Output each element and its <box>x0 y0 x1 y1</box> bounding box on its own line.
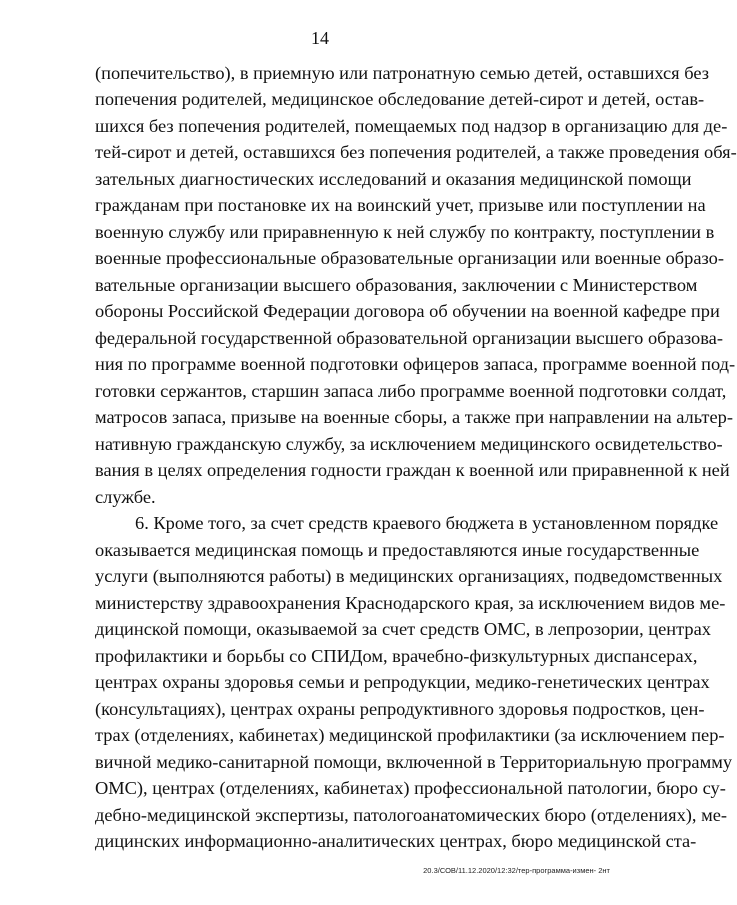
text-line: центрах охраны здоровья семьи и репродукции, медико-генетических центрах <box>95 672 710 692</box>
text-line: нативную гражданскую службу, за исключением медицинского освидетельство- <box>95 434 723 454</box>
text-line: шихся без попечения родителей, помещаемых под надзор в организацию для де- <box>95 116 728 136</box>
text-line: готовки сержантов, старшин запаса либо программе военной подготовки солдат, <box>95 381 727 401</box>
text-line: вания в целях определения годности граждан к военной или приравненной к ней <box>95 460 730 480</box>
text-line: попечения родителей, медицинское обследование детей-сирот и детей, остав- <box>95 89 705 109</box>
text-line: профилактики и борьбы со СПИДом, врачебно-физкультурных диспансерах, <box>95 646 698 666</box>
document-footer-code: 20.3/СОВ/11.12.2020/12:32/тер-программа-измен- 2нт <box>423 866 610 875</box>
text-line: (консультациях), центрах охраны репродуктивного здоровья подростков, цен- <box>95 699 705 719</box>
text-line: ОМС), центрах (отделениях, кабинетах) профессиональной патологии, бюро су- <box>95 778 726 798</box>
text-line: военную службу или приравненную к ней службу по контракту, поступлении в <box>95 222 715 242</box>
text-line: тей-сирот и детей, оставшихся без попечения родителей, а также проведения обя- <box>95 142 737 162</box>
text-line: службе. <box>95 487 156 507</box>
text-line: министерству здравоохранения Краснодарского края, за исключением видов ме- <box>95 593 726 613</box>
text-line: гражданам при постановке их на воинский учет, призыве или поступлении на <box>95 195 706 215</box>
text-line: вичной медико-санитарной помощи, включенной в Территориальную программу <box>95 752 733 772</box>
text-line: дебно-медицинской экспертизы, патологоанатомических бюро (отделениях), ме- <box>95 805 728 825</box>
text-line: (попечительство), в приемную или патронатную семью детей, оставшихся без <box>95 63 709 83</box>
text-line: федеральной государственной образовательной организации высшего образова- <box>95 328 723 348</box>
text-line: оказывается медицинская помощь и предоставляются иные государственные <box>95 540 700 560</box>
text-line: 6. Кроме того, за счет средств краевого бюджета в установленном порядке <box>135 513 719 533</box>
text-line: ния по программе военной подготовки офицеров запаса, программе военной под- <box>95 354 736 374</box>
page-number: 14 <box>311 28 329 48</box>
text-line: дицинской помощи, оказываемой за счет средств ОМС, в лепрозории, центрах <box>95 619 711 639</box>
text-line: трах (отделениях, кабинетах) медицинской профилактики (за исключением пер- <box>95 725 725 745</box>
text-line: услуги (выполняются работы) в медицинских организациях, подведомственных <box>95 566 723 586</box>
text-line: вательные организации высшего образования, заключении с Министерством <box>95 275 698 295</box>
text-line: зательных диагностических исследований и оказания медицинской помощи <box>95 169 692 189</box>
text-line: военные профессиональные образовательные организации или военные образо- <box>95 248 724 268</box>
text-line: дицинских информационно-аналитических центрах, бюро медицинской ста- <box>95 831 697 851</box>
text-line: обороны Российской Федерации договора об обучении на военной кафедре при <box>95 301 720 321</box>
text-line: матросов запаса, призыве на военные сборы, а также при направлении на альтер- <box>95 407 733 427</box>
